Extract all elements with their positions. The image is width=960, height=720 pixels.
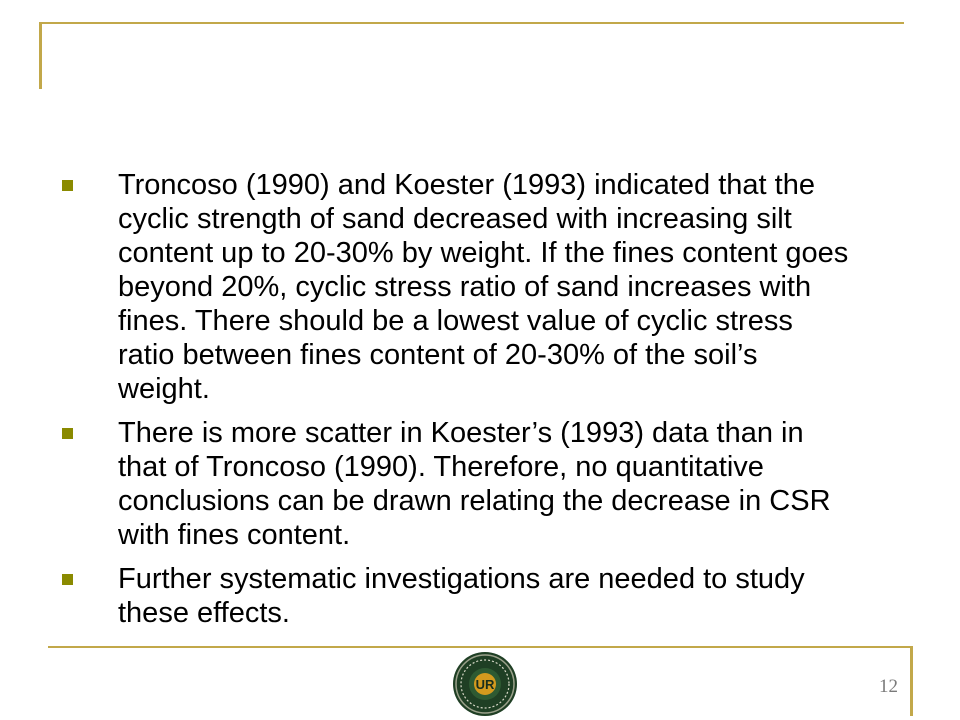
- bullet-text: Further systematic investigations are needed to study these effects.: [118, 563, 805, 629]
- bullet-text: Troncoso (1990) and Koester (1993) indicated that the cyclic strength of sand decreased with increasing silt content up to 20-30% by weight. If the fines content goes beyond 20%, cyclic stress ratio of sand increases with fines. There should be a lowest value of cyclic stress ratio between fines content of 20-30% of the soil’s weight.: [118, 169, 849, 405]
- page-number: 12: [879, 676, 898, 697]
- bottom-decorative-line: [48, 646, 912, 648]
- bullet-item-2: [62, 416, 852, 552]
- bottom-right-decorative-line: [910, 646, 913, 716]
- top-decorative-line: [40, 22, 904, 24]
- slide-content: [62, 168, 852, 640]
- bullet-item-3: [62, 562, 852, 630]
- top-left-decorative-line: [39, 22, 42, 89]
- bullet-square-icon: [62, 574, 73, 585]
- bullet-item-1: [62, 168, 852, 406]
- bullet-square-icon: [62, 428, 73, 439]
- university-seal-icon: [452, 651, 518, 717]
- bullet-text: There is more scatter in Koester’s (1993) data than in that of Troncoso (1990). Therefore, no quantitative conclusions can be drawn relating the decrease in CSR with fines content.: [118, 417, 831, 551]
- logo-initials: UR: [475, 677, 495, 692]
- bullet-square-icon: [62, 180, 73, 191]
